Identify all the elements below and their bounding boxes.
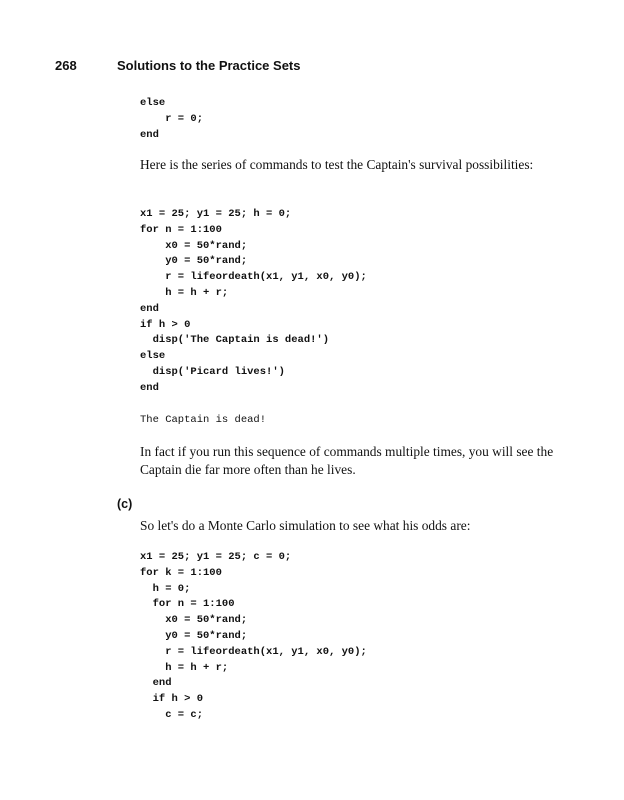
code-line: end <box>140 128 159 141</box>
code-line: r = lifeordeath(x1, y1, x0, y0); <box>140 271 367 284</box>
code-line: end <box>140 381 159 394</box>
running-title: Solutions to the Practice Sets <box>117 58 301 73</box>
page-header <box>0 56 624 76</box>
code-line: y0 = 50*rand; <box>140 255 248 268</box>
paragraph-multiple-runs: In fact if you run this sequence of commands multiple times, you will see the Captain die far more often than he lives. <box>140 444 554 477</box>
code-line: h = h + r; <box>140 661 229 674</box>
code-line: x1 = 25; y1 = 25; c = 0; <box>140 551 292 563</box>
paragraph-monte-carlo: So let's do a Monte Carlo simulation to see what his odds are: <box>140 518 471 533</box>
code-line: y0 = 50*rand; <box>140 629 248 642</box>
code-line: r = lifeordeath(x1, y1, x0, y0); <box>140 645 367 658</box>
code-line: disp('Picard lives!') <box>140 365 285 378</box>
code-line: end <box>140 677 172 690</box>
code-line: else <box>140 350 166 363</box>
code-line: h = 0; <box>140 582 191 595</box>
code-line: for n = 1:100 <box>140 598 235 611</box>
code-line: c = c; <box>140 708 204 721</box>
code-line: if h > 0 <box>140 318 191 331</box>
section-label-c: (c) <box>117 497 133 511</box>
code-block-else <box>140 96 203 143</box>
code-line: else <box>140 97 166 109</box>
program-output <box>140 413 266 429</box>
code-line: x1 = 25; y1 = 25; h = 0; <box>140 208 292 220</box>
code-line: x0 = 50*rand; <box>140 239 248 252</box>
code-line: h = h + r; <box>140 286 229 299</box>
code-line: disp('The Captain is dead!') <box>140 334 330 347</box>
code-block-monte-carlo <box>140 550 367 724</box>
page-number: 268 <box>55 58 77 73</box>
code-line: x0 = 50*rand; <box>140 614 248 627</box>
code-line: for k = 1:100 <box>140 566 222 579</box>
paragraph-test-commands: Here is the series of commands to test the Captain's survival possibilities: <box>140 157 534 172</box>
output-line: The Captain is dead! <box>140 414 267 426</box>
code-line: end <box>140 302 159 315</box>
code-line: r = 0; <box>140 112 204 125</box>
code-line: if h > 0 <box>140 693 204 706</box>
code-line: for n = 1:100 <box>140 223 222 236</box>
code-block-survival-test <box>140 207 367 397</box>
